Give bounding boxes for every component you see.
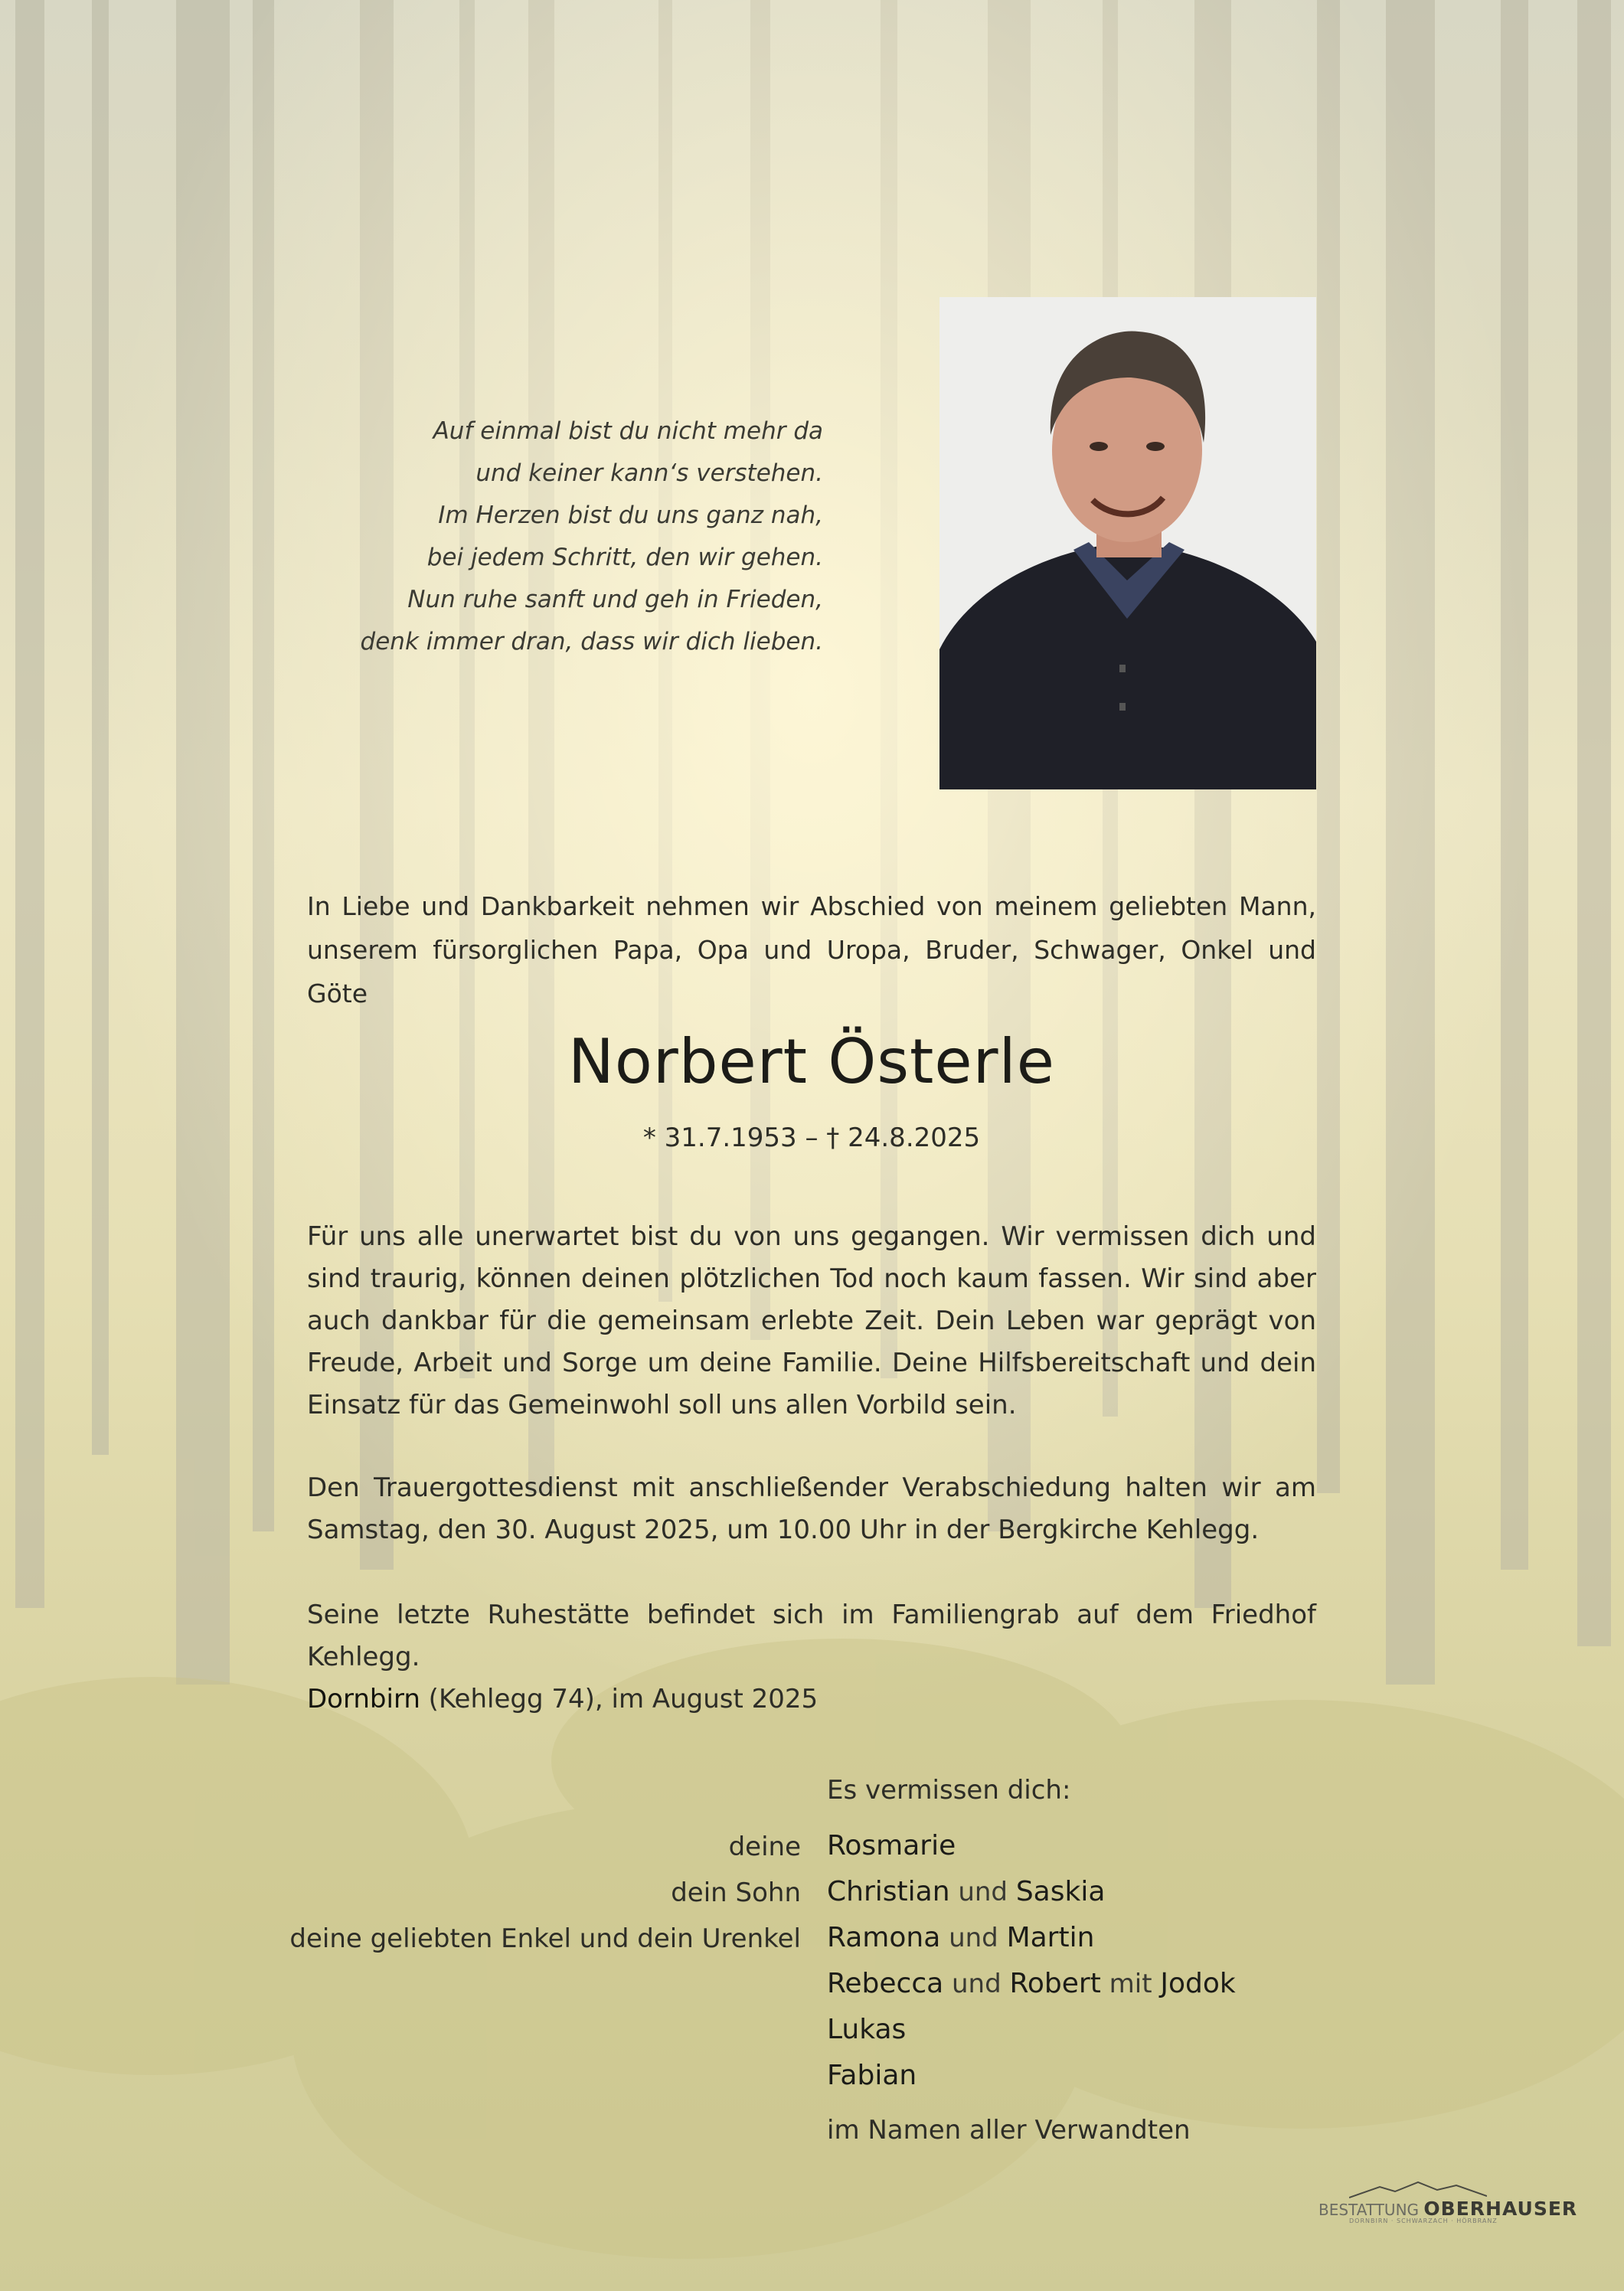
mourner-name: Rebecca [827,1968,944,1999]
relation-label: dein Sohn [671,1878,801,1908]
life-dates: * 31.7.1953 – † 24.8.2025 [642,1123,981,1153]
mourner-line [827,1968,1236,1999]
portrait-photo [939,297,1316,789]
funeral-home-logo [1318,2181,1578,2224]
place-city: Dornbirn [307,1684,420,1714]
logo-prefix: BESTATTUNG [1318,2201,1424,2219]
mourner-name: Fabian [827,2060,917,2091]
mourner-name: Lukas [827,2014,907,2045]
mourner-line [827,1830,956,1861]
logo-subtitle: DORNBIRN · SCHWARZACH · HÖRBRANZ [1349,2217,1498,2224]
poem-line: bei jedem Schritt, den wir gehen. [426,544,823,571]
poem-line: denk immer dran, dass wir dich lieben. [360,628,823,655]
mourner-line [827,2014,906,2045]
poem-line: Im Herzen bist du uns ganz nah, [438,502,823,529]
connector-text: und [949,1877,1016,1907]
memorial-poem [291,410,823,663]
closing-line: im Namen aller Verwandten [827,2115,1191,2146]
mourner-line [827,1922,1094,1953]
mourner-name: Robert [1009,1968,1101,1999]
mourner-name: Christian [827,1876,950,1907]
poem-line: Nun ruhe sanft und geh in Frieden, [407,586,823,613]
relation-label: deine [728,1832,801,1862]
mourner-name: Ramona [827,1922,941,1953]
eulogy-paragraph: Für uns alle unerwartet bist du von uns gegangen. Wir vermissen dich und sind traurig, können deinen plötzlichen Tod noch kaum fassen. Wir sind aber auch dankbar für die gemeinsam erlebte Zeit. Dein Leben war geprägt von Freude, Arbeit und Sorge um deine Familie. Deine Hilfsbereitschaft und dein Einsatz für das Gemeinwohl soll uns allen Vorbild sein. [307,1221,1316,1420]
mourner-name: Martin [1006,1922,1095,1953]
poem-line: Auf einmal bist du nicht mehr da [433,417,823,445]
relation-label: deine geliebten Enkel und dein Urenkel [289,1923,801,1954]
logo-text [1318,2198,1577,2220]
burial-paragraph: Seine letzte Ruhestätte befindet sich im Familiengrab auf dem Friedhof Kehlegg. [307,1600,1316,1672]
poem-line: und keiner kann‘s verstehen. [475,459,823,487]
place-date-line [307,1678,1316,1721]
deceased-name: Norbert Österle [568,1026,1055,1097]
mourner-line [827,2060,917,2091]
funeral-service-paragraph: Den Trauergottesdienst mit anschließender Verabschiedung halten wir am Samstag, den 30. August 2025, um 10.00 Uhr in der Bergkirche Kehlegg. [307,1472,1316,1545]
intro-text: In Liebe und Dankbarkeit nehmen wir Abschied von meinem geliebten Mann, unserem fürsorglichen Papa, Opa und Uropa, Bruder, Schwager, Onkel und Göte [307,891,1316,1008]
connector-text: mit [1100,1969,1161,1999]
mourner-name: Jodok [1160,1968,1236,1999]
mourner-name: Rosmarie [827,1830,956,1861]
mourner-line [827,1876,1105,1907]
mourner-name: Saskia [1015,1876,1106,1907]
logo-brand: OBERHAUSER [1423,2198,1578,2220]
mourners-title: Es vermissen dich: [827,1775,1071,1806]
connector-text: und [943,1969,1010,1999]
connector-text: und [940,1923,1007,1953]
place-rest: (Kehlegg 74), im August 2025 [420,1684,819,1714]
mountain-icon [1349,2181,1487,2199]
